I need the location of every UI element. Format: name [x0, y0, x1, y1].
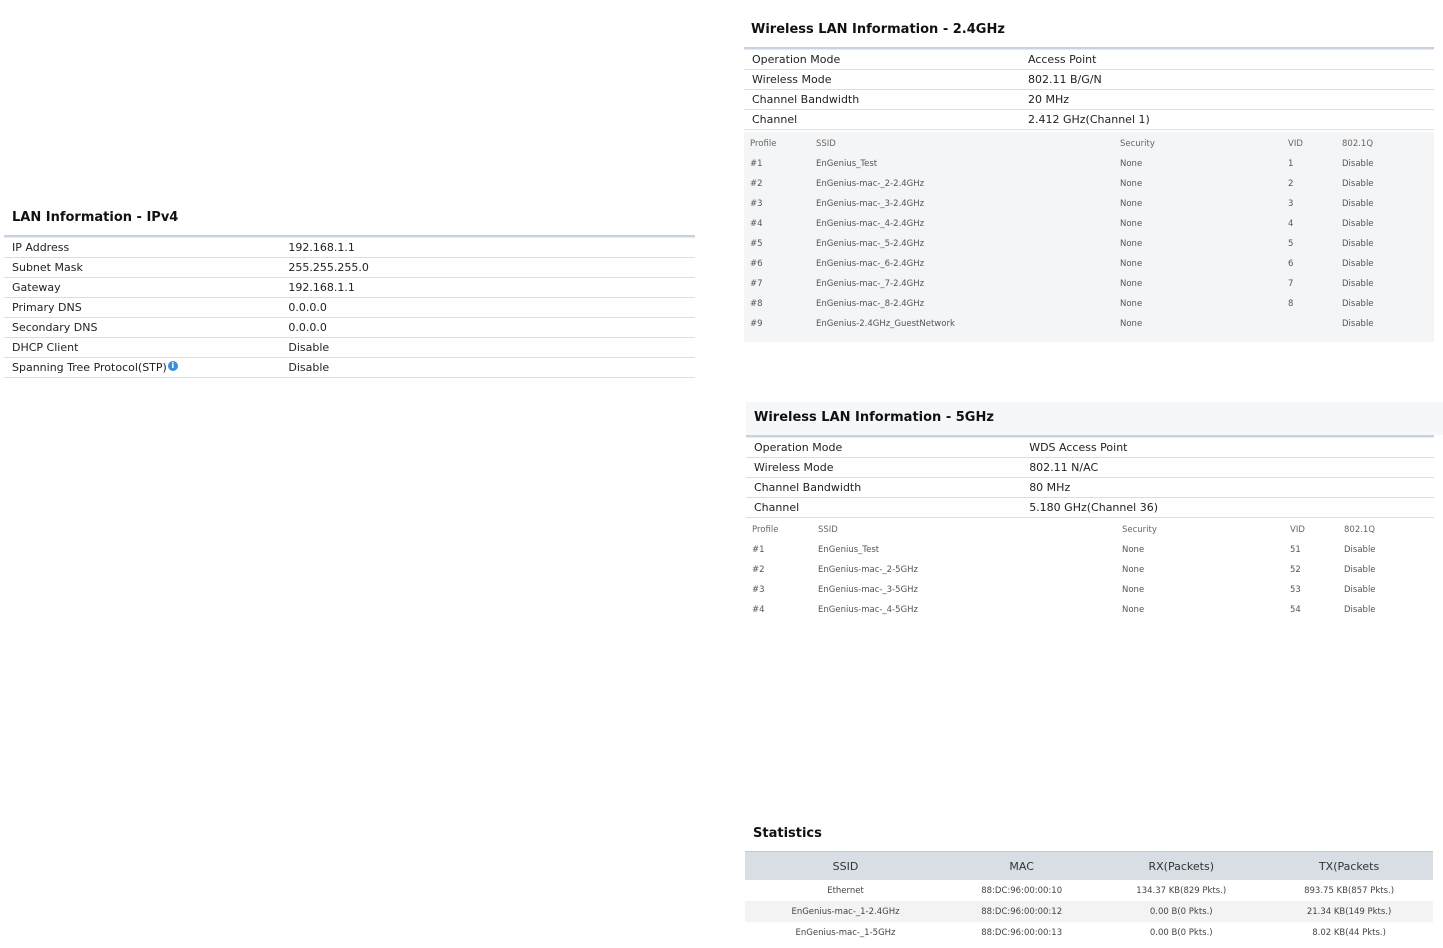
table-row: [745, 922, 1433, 943]
dot1q-cell: Disable: [1342, 199, 1374, 209]
ssid-cell: EnGenius-mac-_2-2.4GHz: [816, 179, 925, 189]
table-row: [4, 318, 695, 338]
vid-cell: 1: [1288, 159, 1294, 169]
lan-table: [4, 238, 695, 378]
dot1q-cell: Disable: [1344, 585, 1376, 595]
security-cell: None: [1122, 605, 1145, 615]
vid-cell: 8: [1288, 299, 1294, 309]
rx-cell: 0.00 B(0 Pkts.): [1097, 901, 1265, 922]
row-value: 5.180 GHz(Channel 36): [1021, 498, 1434, 518]
tx-cell: 893.75 KB(857 Pkts.): [1304, 885, 1395, 896]
security-cell: None: [1120, 179, 1143, 189]
table-row: [746, 478, 1434, 498]
wlan24-table: [744, 50, 1434, 130]
ssid-cell: EnGenius_Test: [816, 159, 878, 169]
wlan24-profiles-table: [744, 134, 1434, 334]
row-value: WDS Access Point: [1021, 438, 1434, 458]
col-vid: VID: [1288, 139, 1303, 149]
vid-cell: 3: [1288, 199, 1294, 209]
dot1q-cell: Disable: [1342, 159, 1374, 169]
stats-title: Statistics: [753, 826, 822, 841]
table-row: [744, 154, 1434, 174]
table-row: [746, 600, 1434, 620]
ssid-cell: EnGenius-mac-_1-2.4GHz: [745, 901, 946, 922]
security-cell: None: [1120, 319, 1143, 329]
table-row: [746, 540, 1434, 560]
wlan5-title: Wireless LAN Information - 5GHz: [754, 410, 994, 425]
dot1q-cell: Disable: [1342, 219, 1374, 229]
row-label: DHCP Client: [4, 338, 280, 358]
wlan5-table: [746, 438, 1434, 518]
dot1q-cell: Disable: [1342, 319, 1374, 329]
profile-header-row: [744, 134, 1434, 154]
dot1q-cell: Disable: [1342, 279, 1374, 289]
profile-header-row: [746, 520, 1434, 540]
row-label: Channel: [746, 498, 1021, 518]
ssid-cell: EnGenius-mac-_3-2.4GHz: [816, 199, 925, 209]
col-profile: Profile: [752, 525, 779, 535]
col-vid: VID: [1290, 525, 1305, 535]
security-cell: None: [1120, 299, 1143, 309]
row-label: Wireless Mode: [744, 70, 1020, 90]
table-row: [746, 498, 1434, 518]
ssid-cell: EnGenius-mac-_3-5GHz: [818, 585, 919, 595]
dot1q-cell: Disable: [1342, 239, 1374, 249]
stp-label: Spanning Tree Protocol(STP): [12, 361, 167, 374]
row-value: 192.168.1.1: [280, 238, 695, 258]
row-value: 0.0.0.0: [280, 298, 695, 318]
col-rx: RX(Packets): [1097, 852, 1265, 881]
security-cell: None: [1120, 279, 1143, 289]
row-label: Operation Mode: [746, 438, 1021, 458]
mac-cell: 88:DC:96:00:00:12: [946, 901, 1097, 922]
profile-cell: #3: [752, 585, 765, 595]
dot1q-cell: Disable: [1342, 179, 1374, 189]
ssid-cell: EnGenius_Test: [818, 545, 880, 555]
ssid-cell: EnGenius-2.4GHz_GuestNetwork: [816, 319, 955, 329]
wlan5-profiles-box: [746, 518, 1434, 630]
col-ssid: SSID: [745, 852, 946, 881]
row-label: Operation Mode: [744, 50, 1020, 70]
profile-cell: #1: [752, 545, 765, 555]
col-security: Security: [1120, 139, 1155, 149]
table-row: [746, 458, 1434, 478]
row-value: 255.255.255.0: [280, 258, 695, 278]
security-cell: None: [1122, 565, 1145, 575]
mac-cell: 88:DC:96:00:00:13: [981, 927, 1063, 938]
stats-table: [745, 851, 1433, 943]
security-cell: None: [1120, 199, 1143, 209]
row-label: Channel: [744, 110, 1020, 130]
table-row: [4, 338, 695, 358]
row-label: Secondary DNS: [4, 318, 280, 338]
wlan5-panel: [746, 402, 1443, 630]
row-value: Disable: [280, 338, 695, 358]
row-value: 80 MHz: [1021, 478, 1434, 498]
profile-cell: #4: [752, 605, 765, 615]
profile-cell: #8: [750, 299, 763, 309]
stats-header-row: [745, 852, 1433, 881]
row-label: Channel Bandwidth: [746, 478, 1021, 498]
security-cell: None: [1120, 219, 1143, 229]
row-value: 802.11 N/AC: [1021, 458, 1434, 478]
rx-cell: 0.00 B(0 Pkts.): [1149, 927, 1213, 938]
table-row: [746, 560, 1434, 580]
row-label: Channel Bandwidth: [744, 90, 1020, 110]
vid-cell: 7: [1288, 279, 1294, 289]
profile-cell: #2: [752, 565, 765, 575]
tx-cell: 21.34 KB(149 Pkts.): [1265, 901, 1433, 922]
ssid-cell: EnGenius-mac-_4-2.4GHz: [816, 219, 925, 229]
wlan24-panel: [744, 22, 1434, 342]
ssid-cell: Ethernet: [827, 885, 864, 896]
wlan24-profiles-box: [744, 132, 1434, 342]
wlan5-profiles-table: [746, 520, 1434, 620]
vid-cell: 53: [1290, 585, 1301, 595]
security-cell: None: [1122, 585, 1145, 595]
table-row: [744, 254, 1434, 274]
profile-cell: #2: [750, 179, 763, 189]
table-row: [4, 278, 695, 298]
stats-panel: [745, 826, 1433, 943]
profile-cell: #6: [750, 259, 763, 269]
ssid-cell: EnGenius-mac-_2-5GHz: [818, 565, 919, 575]
vid-cell: 6: [1288, 259, 1294, 269]
info-icon[interactable]: i: [168, 361, 178, 371]
table-row: [744, 274, 1434, 294]
dot1q-cell: Disable: [1344, 545, 1376, 555]
row-label: Wireless Mode: [746, 458, 1021, 478]
row-value: 192.168.1.1: [280, 278, 695, 298]
security-cell: None: [1122, 545, 1145, 555]
dot1q-cell: Disable: [1344, 565, 1376, 575]
profile-cell: #7: [750, 279, 763, 289]
table-row: [744, 90, 1434, 110]
table-row: [745, 901, 1433, 922]
table-row: [746, 438, 1434, 458]
table-row: [746, 580, 1434, 600]
row-label: [4, 358, 280, 378]
security-cell: None: [1120, 159, 1143, 169]
table-row: [4, 258, 695, 278]
col-profile: Profile: [750, 139, 777, 149]
vid-cell: 2: [1288, 179, 1294, 189]
table-row: [744, 234, 1434, 254]
ssid-cell: EnGenius-mac-_7-2.4GHz: [816, 279, 925, 289]
ssid-cell: EnGenius-mac-_8-2.4GHz: [816, 299, 925, 309]
row-value: 802.11 B/G/N: [1020, 70, 1434, 90]
profile-cell: #1: [750, 159, 763, 169]
row-label: Primary DNS: [4, 298, 280, 318]
ssid-cell: EnGenius-mac-_6-2.4GHz: [816, 259, 925, 269]
table-row: [744, 70, 1434, 90]
table-row: [4, 358, 695, 378]
col-security: Security: [1122, 525, 1157, 535]
vid-cell: [1282, 314, 1336, 334]
profile-cell: #9: [750, 319, 763, 329]
profile-cell: #3: [750, 199, 763, 209]
row-value: Access Point: [1020, 50, 1434, 70]
lan-panel: [4, 210, 695, 378]
col-ssid: SSID: [818, 525, 838, 535]
col-tx: TX(Packets: [1265, 852, 1433, 881]
vid-cell: 4: [1288, 219, 1294, 229]
security-cell: None: [1120, 259, 1143, 269]
col-mac: MAC: [946, 852, 1097, 881]
row-label: Gateway: [4, 278, 280, 298]
table-row: [744, 174, 1434, 194]
mac-cell: 88:DC:96:00:00:10: [981, 885, 1063, 896]
vid-cell: 52: [1290, 565, 1301, 575]
profile-cell: #5: [750, 239, 763, 249]
dot1q-cell: Disable: [1342, 299, 1374, 309]
ssid-cell: EnGenius-mac-_1-5GHz: [795, 927, 896, 938]
row-value: 0.0.0.0: [280, 318, 695, 338]
lan-title: LAN Information - IPv4: [12, 210, 179, 225]
row-label: IP Address: [4, 238, 280, 258]
table-row: [744, 194, 1434, 214]
vid-cell: 5: [1288, 239, 1294, 249]
rx-cell: 134.37 KB(829 Pkts.): [1136, 885, 1227, 896]
table-row: [4, 298, 695, 318]
table-row: [744, 294, 1434, 314]
col-8021q: 802.1Q: [1342, 139, 1374, 149]
profile-cell: #4: [750, 219, 763, 229]
row-label: Subnet Mask: [4, 258, 280, 278]
col-ssid: SSID: [816, 139, 836, 149]
table-row: [744, 50, 1434, 70]
table-row: [744, 314, 1434, 334]
table-row: [744, 110, 1434, 130]
tx-cell: 8.02 KB(44 Pkts.): [1312, 927, 1386, 938]
row-value: Disable: [280, 358, 695, 378]
row-value: 2.412 GHz(Channel 1): [1020, 110, 1434, 130]
wlan24-title: Wireless LAN Information - 2.4GHz: [751, 22, 1005, 37]
dot1q-cell: Disable: [1344, 605, 1376, 615]
vid-cell: 51: [1290, 545, 1301, 555]
vid-cell: 54: [1290, 605, 1301, 615]
dot1q-cell: Disable: [1342, 259, 1374, 269]
table-row: [745, 880, 1433, 901]
col-8021q: 802.1Q: [1344, 525, 1376, 535]
row-value: 20 MHz: [1020, 90, 1434, 110]
ssid-cell: EnGenius-mac-_4-5GHz: [818, 605, 919, 615]
table-row: [744, 214, 1434, 234]
table-row: [4, 238, 695, 258]
wlan5-title-bar: [746, 402, 1443, 435]
security-cell: None: [1120, 239, 1143, 249]
ssid-cell: EnGenius-mac-_5-2.4GHz: [816, 239, 925, 249]
